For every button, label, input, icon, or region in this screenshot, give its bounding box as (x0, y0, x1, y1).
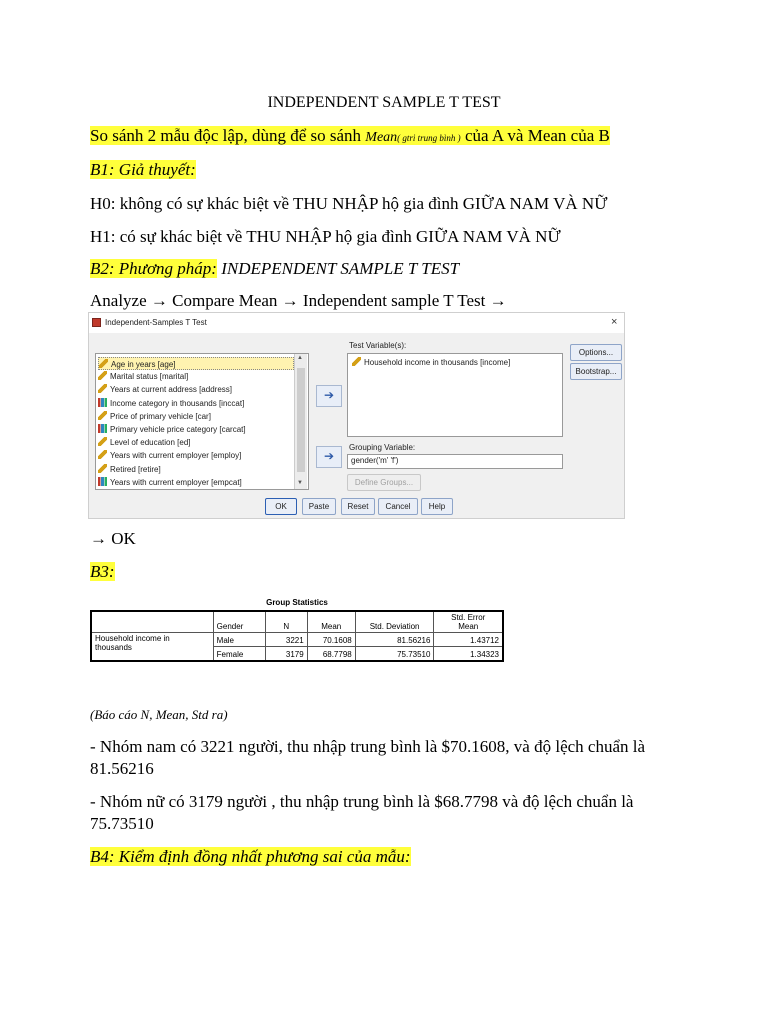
ruler-icon (98, 464, 107, 473)
variable-label: Years with current employer [empcat] (110, 477, 242, 487)
paste-button[interactable]: Paste (302, 498, 336, 515)
header-gender: Gender (213, 611, 265, 633)
test-variables-box[interactable] (347, 353, 563, 437)
variable-list-item[interactable] (98, 383, 294, 396)
page-title: INDEPENDENT SAMPLE T TEST (267, 94, 501, 111)
bar-chart-icon (98, 477, 107, 486)
scrollbar-thumb[interactable] (297, 368, 305, 472)
variable-list-item[interactable] (98, 410, 294, 423)
independent-samples-dialog (88, 312, 625, 519)
bar-chart-icon (98, 424, 107, 433)
variable-list-item[interactable] (98, 463, 294, 476)
cell-se: 1.43712 (434, 633, 503, 647)
cell-n: 3179 (265, 647, 307, 662)
report-note: (Báo cáo N, Mean, Std ra) (90, 707, 228, 722)
ruler-icon (352, 357, 361, 366)
b2-heading: B2: Phương pháp: (90, 259, 217, 278)
variable-label: Level of education [ed] (110, 438, 191, 448)
male-summary-line-1: - Nhóm nam có 3221 người, thu nhập trung bình là $70.1608, và độ lệch chuẩn là (90, 737, 646, 756)
ruler-icon (99, 359, 108, 368)
variable-label: Years with current employer [employ] (110, 451, 242, 461)
table-row (91, 633, 503, 647)
bar-chart-icon (98, 398, 107, 407)
variable-list-item[interactable] (98, 357, 294, 370)
variable-label: Age in years [age] (111, 360, 176, 369)
variable-label: Income category in thousands [inccat] (110, 398, 245, 408)
variable-label: Marital status [marital] (110, 372, 189, 382)
b2-method: INDEPENDENT SAMPLE T TEST (216, 259, 460, 278)
grouping-variable-field[interactable]: gender('m' 'f') (347, 454, 563, 469)
header-std-error: Std. Error Mean (434, 611, 503, 633)
header-n: N (265, 611, 307, 633)
b2-line (90, 259, 459, 279)
ruler-icon (98, 371, 107, 380)
source-variable-list[interactable] (95, 353, 309, 490)
scroll-up-icon[interactable]: ▲ (297, 355, 303, 361)
cell-mean: 70.1608 (307, 633, 355, 647)
cell-mean: 68.7798 (307, 647, 355, 662)
menu-path: Analyze → Compare Mean → Independent sample T Test → (90, 291, 507, 310)
variable-list-scrollbar[interactable] (294, 354, 307, 489)
variable-label: Price of primary vehicle [car] (110, 411, 211, 421)
cell-n: 3221 (265, 633, 307, 647)
female-summary-line-2: 75.73510 (90, 814, 154, 833)
variable-label: Years at current address [address] (110, 385, 232, 395)
variable-list-item[interactable] (98, 436, 294, 449)
ok-button[interactable]: OK (265, 498, 297, 515)
hypothesis-h1: H1: có sự khác biệt về THU NHẬP hộ gia đình GIỮA NAM VÀ NỮ (90, 227, 561, 246)
variable-list-item[interactable] (98, 423, 294, 436)
scroll-down-icon[interactable]: ▼ (297, 480, 303, 486)
header-mean: Mean (307, 611, 355, 633)
variable-list-item[interactable] (98, 476, 294, 489)
cell-gender: Female (213, 647, 265, 662)
options-button[interactable]: Options... (570, 344, 622, 361)
dialog-titlebar (89, 313, 624, 333)
variable-list-item[interactable] (98, 449, 294, 462)
cell-sd: 75.73510 (355, 647, 434, 662)
b4-heading: B4: Kiểm định đồng nhất phương sai của mẫu: (90, 847, 411, 866)
test-variables-label: Test Variable(s): (349, 341, 407, 350)
table-header-row (91, 611, 503, 633)
ruler-icon (98, 450, 107, 459)
ruler-icon (98, 437, 107, 446)
male-summary-line-2: 81.56216 (90, 759, 154, 778)
header-std-deviation: Std. Deviation (355, 611, 434, 633)
variable-label: Retired [retire] (110, 464, 161, 474)
cell-gender: Male (213, 633, 265, 647)
help-button[interactable]: Help (421, 498, 453, 515)
intro-line (90, 126, 610, 146)
bootstrap-button[interactable]: Bootstrap... (570, 363, 622, 380)
variable-list-item[interactable] (98, 397, 294, 410)
ruler-icon (98, 411, 107, 420)
variable-list-item[interactable] (98, 370, 294, 383)
cancel-button[interactable]: Cancel (378, 498, 418, 515)
reset-button[interactable]: Reset (341, 498, 375, 515)
ruler-icon (98, 384, 107, 393)
move-to-grouping-arrow-button[interactable]: ➔ (316, 446, 342, 468)
hypothesis-h0: H0: không có sự khác biệt về THU NHẬP hộ gia đình GIỮA NAM VÀ NỮ (90, 194, 608, 213)
close-icon[interactable]: × (611, 316, 618, 328)
define-groups-button[interactable]: Define Groups... (347, 474, 421, 491)
b1-heading: B1: Giả thuyết: (90, 160, 196, 179)
grouping-variable-label: Grouping Variable: (349, 443, 416, 452)
variable-label: Primary vehicle price category [carcat] (110, 425, 246, 434)
cell-sd: 81.56216 (355, 633, 434, 647)
cell-se: 1.34323 (434, 647, 503, 662)
dialog-title: Independent-Samples T Test (105, 318, 207, 327)
female-summary-line-1: - Nhóm nữ có 3179 người , thu nhập trung bình là $68.7798 và độ lệch chuẩn là (90, 792, 634, 811)
intro-text: So sánh 2 mẫu độc lập, dùng để so sánh Mean( gtri trung bình ) của A và Mean của B (90, 126, 610, 145)
group-statistics-table (90, 610, 504, 662)
ok-line: → OK (90, 529, 136, 548)
move-to-test-arrow-button[interactable]: ➔ (316, 385, 342, 407)
test-variable-item[interactable]: Household income in thousands [income] (352, 357, 510, 367)
b3-heading: B3: (90, 562, 115, 581)
row-label: Household income in thousands (91, 633, 213, 662)
group-statistics-title: Group Statistics (266, 598, 328, 607)
app-icon (92, 318, 101, 327)
